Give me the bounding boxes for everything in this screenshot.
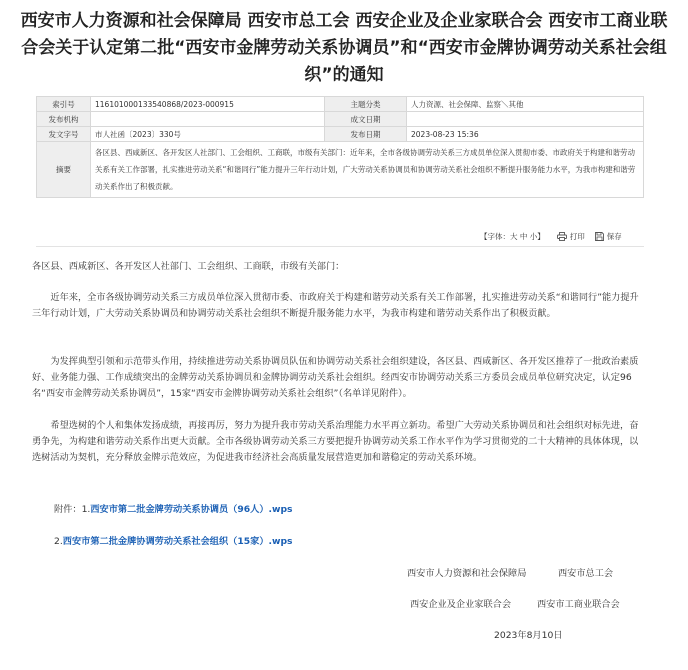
abstract-label: 摘要 [37,142,91,198]
created-date-label: 成文日期 [325,112,407,127]
signature-org-3: 西安企业及企业家联合会 [410,599,512,610]
salutation: 各区县、西咸新区、各开发区人社部门、工会组织、工商联，市级有关部门： [32,261,345,272]
signature-org-1: 西安市人力资源和社会保障局 [407,568,527,579]
meta-row [37,127,644,142]
abstract-value: 各区县、西咸新区、各开发区人社部门、工会组织、工商联，市级有关部门：近年来，全市各级协调劳动关系三方成员单位深入贯彻市委、市政府关于构建和谐劳动关系有关工作部署，扎实推进劳动关系“和谐同行”能力提升三年行动计划，广大劳动关系协调员和协调劳动关系社会组织不断提升服务能力水平，为我市构建和谐劳动关系作出了积极贡献。 [91,142,644,198]
issuer-value [91,112,325,127]
content-divider [36,246,644,247]
topic-value: 人力资源、社会保障、监察＼其他 [407,97,644,112]
created-date-value [407,112,644,127]
attachment-2 [54,535,293,549]
attachment-1-link[interactable]: 西安市第二批金牌劳动关系协调员（96人）.wps [90,504,293,515]
font-size-switch[interactable]: 【字体：大 中 小】 [480,231,545,241]
attachment-prefix: 附件： [54,504,82,515]
signature-org-2: 西安市总工会 [558,568,614,579]
attachment-2-number: 2. [54,536,63,547]
signature-org-4: 西安市工商业联合会 [537,599,620,610]
article-toolbar [480,229,644,243]
publish-date-value: 2023-08-23 15:36 [407,127,644,142]
meta-row [37,97,644,112]
save-icon [595,232,604,241]
printer-icon [557,232,567,241]
print-button[interactable] [557,231,585,242]
meta-row [37,142,644,198]
document-metadata-table [36,96,644,198]
attachment-2-link[interactable]: 西安市第二批金牌协调劳动关系社会组织（15家）.wps [62,536,293,547]
paragraph-3: 希望选树的个人和集体发扬成绩，再接再厉，努力为提升我市劳动关系治理能力水平再立新功。希望广大劳动关系协调员和社会组织对标先进，奋勇争先，为构建和谐劳动关系作出更大贡献。全市各级协调劳动关系三方要把提升协调劳动关系工作水平作为学习贯彻党的二十大精神的具体体现，以选树活动为契机，充分释放金牌示范效应，为促进我市经济社会高质量发展营造更加和谐稳定的劳动关系环境。 [32,420,639,463]
topic-label: 主题分类 [325,97,407,112]
save-label: 保存 [606,231,622,241]
page-title: 西安市人力资源和社会保障局 西安市总工会 西安企业及企业家联合会 西安市工商业联合会关于认定第二批“西安市金牌劳动关系协调员”和“西安市金牌协调劳动关系社会组织”的通知 [20,11,668,85]
paragraph-2: 为发挥典型引领和示范带头作用，持续推进劳动关系协调员队伍和协调劳动关系社会组织建设，各区县、西咸新区、各开发区推荐了一批政治素质好、业务能力强、工作成绩突出的金牌劳动关系协调员和金牌协调劳动关系社会组织。经西安市协调劳动关系三方委员会成员单位研究决定，认定96名“西安市金牌劳动关系协调员”，15家“西安市金牌协调劳动关系社会组织”（名单详见附件）。 [32,356,639,399]
doc-number-label: 发文字号 [37,127,91,142]
index-value: 11610100013354086​8/2023-000915 [91,97,325,112]
save-button[interactable] [595,231,622,242]
print-label: 打印 [569,231,585,241]
attachment-1-number: 1. [81,504,91,515]
paragraph-1: 近年来，全市各级协调劳动关系三方成员单位深入贯彻市委、市政府关于构建和谐劳动关系有关工作部署，扎实推进劳动关系“和谐同行”能力提升三年行动计划，广大劳动关系协调员和协调劳动关系社会组织不断提升服务能力水平，为我市构建和谐劳动关系作出了积极贡献。 [32,292,639,319]
doc-number-value: 市人社函〔2023〕330号 [91,127,325,142]
meta-row [37,112,644,127]
signature-date: 2023年8月10日 [494,630,563,641]
issuer-label: 发布机构 [37,112,91,127]
publish-date-label: 发布日期 [325,127,407,142]
attachment-1 [54,503,293,517]
index-label: 索引号 [37,97,91,112]
